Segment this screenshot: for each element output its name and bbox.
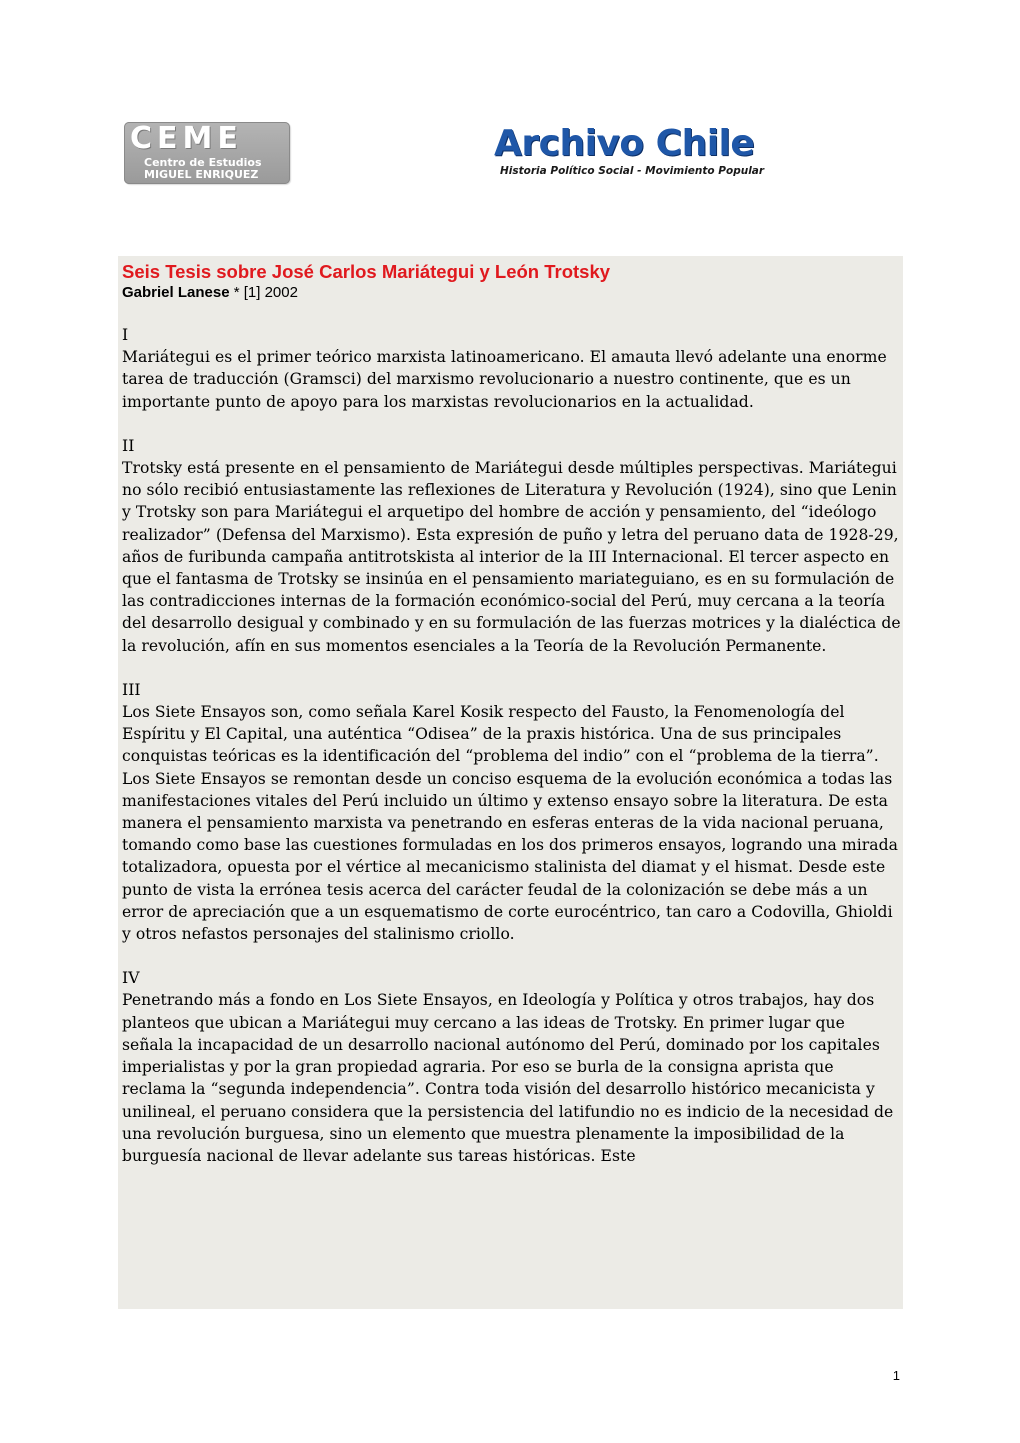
author-name: Gabriel Lanese: [122, 284, 230, 301]
ceme-logo-line1: Centro de Estudios: [144, 156, 262, 169]
thesis-section-4: [122, 967, 903, 1167]
section-numeral: I: [122, 326, 129, 344]
thesis-section-1: [122, 324, 903, 413]
page-number: 1: [892, 1368, 900, 1383]
section-text: Mariátegui es el primer teórico marxista latinoamericano. El amauta llevó adelante una enorme tarea de traducción (Gramsci) del marxismo revolucionario a nuestro continente, que es un importante punto de apoyo para los marxistas revolucionarios en la actualidad.: [122, 348, 887, 411]
archivo-chile-logo: [494, 124, 814, 182]
section-text: Los Siete Ensayos son, como señala Karel Kosik respecto del Fausto, la Fenomenología del Espíritu y El Capital, una auténtica “Odisea” de la praxis histórica. Una de sus principales conquistas teóricas es la identificación del “problema del indio” con el “problema de la tierra”. Los Siete Ensayos se remontan desde un conciso esquema de la evolución económica a todas las manifestaciones vitales del Perú incluido un último y extenso ensayo sobre la literatura. De esta manera el pensamiento marxista va penetrando en esferas enteras de la vida nacional peruana, tomando como base las cuestiones formuladas en los dos primeros ensayos, logrando una mirada totalizadora, opuesta por el vértice al mecanicismo stalinista del diamat y el hismat. Desde este punto de vista la errónea tesis acerca del carácter feudal de la colonización se debe más a un error de apreciación que a un esquematismo de corte eurocéntrico, tan caro a Codovilla, Ghioldi y otros nefastos personajes del stalinismo criollo.: [122, 703, 898, 944]
article-body: [118, 256, 903, 1309]
section-text: Penetrando más a fondo en Los Siete Ensayos, en Ideología y Política y otros trabajos, hay dos planteos que ubican a Mariátegui muy cercano a las ideas de Trotsky. En primer lugar que señala la incapacidad de un desarrollo nacional autónomo del Perú, dominado por los capitales imperialistas y por la gran propiedad agraria. Por eso se burla de la consigna aprista que reclama la “segunda independencia”. Contra toda visión del desarrollo histórico mecanicista y unilineal, el peruano considera que la persistencia del latifundio no es indicio de la necesidad de una revolución burguesa, sino un elemento que muestra plenamente la imposibilidad de la burguesía nacional de llevar adelante sus tareas históricas. Este: [122, 991, 894, 1165]
archivo-logo-title: Archivo Chile: [494, 123, 755, 164]
section-numeral: IV: [122, 969, 140, 988]
article-title: Seis Tesis sobre José Carlos Mariátegui y León Trotsky: [122, 261, 611, 282]
author-note: * [1] 2002: [233, 284, 298, 301]
archivo-logo-subtitle: Historia Político Social - Movimiento Popular: [500, 165, 765, 177]
thesis-section-3: [122, 679, 903, 945]
ceme-logo: [124, 122, 290, 184]
byline: [122, 284, 903, 302]
section-numeral: II: [122, 436, 135, 455]
ceme-logo-line2: MIGUEL ENRIQUEZ: [144, 168, 259, 181]
ceme-logo-title: CEME: [130, 121, 243, 156]
section-text: Trotsky está presente en el pensamiento de Mariátegui desde múltiples perspectivas. Mariátegui no sólo recibió entusiastamente las reflexiones de Literatura y Revolución (1924), sino que Lenin y Trotsky son para Mariátegui el arquetipo del hombre de acción y pensamiento, del “ideólogo realizador” (Defensa del Marxismo). Esta expresión de puño y letra del peruano data de 1928-29, años de furibunda campaña antitrotskista al interior de la III Internacional. El tercer aspecto en que el fantasma de Trotsky se insinúa en el pensamiento mariateguiano, es en su formulación de las contradicciones internas de la formación económico-social del Perú, muy cercana a la teoría del desarrollo desigual y combinado y en su formulación de las fuerzas motrices y la dialéctica de la revolución, afín en sus momentos esenciales a la Teoría de la Revolución Permanente.: [122, 459, 901, 655]
section-numeral: III: [122, 680, 141, 699]
thesis-section-2: [122, 435, 903, 657]
